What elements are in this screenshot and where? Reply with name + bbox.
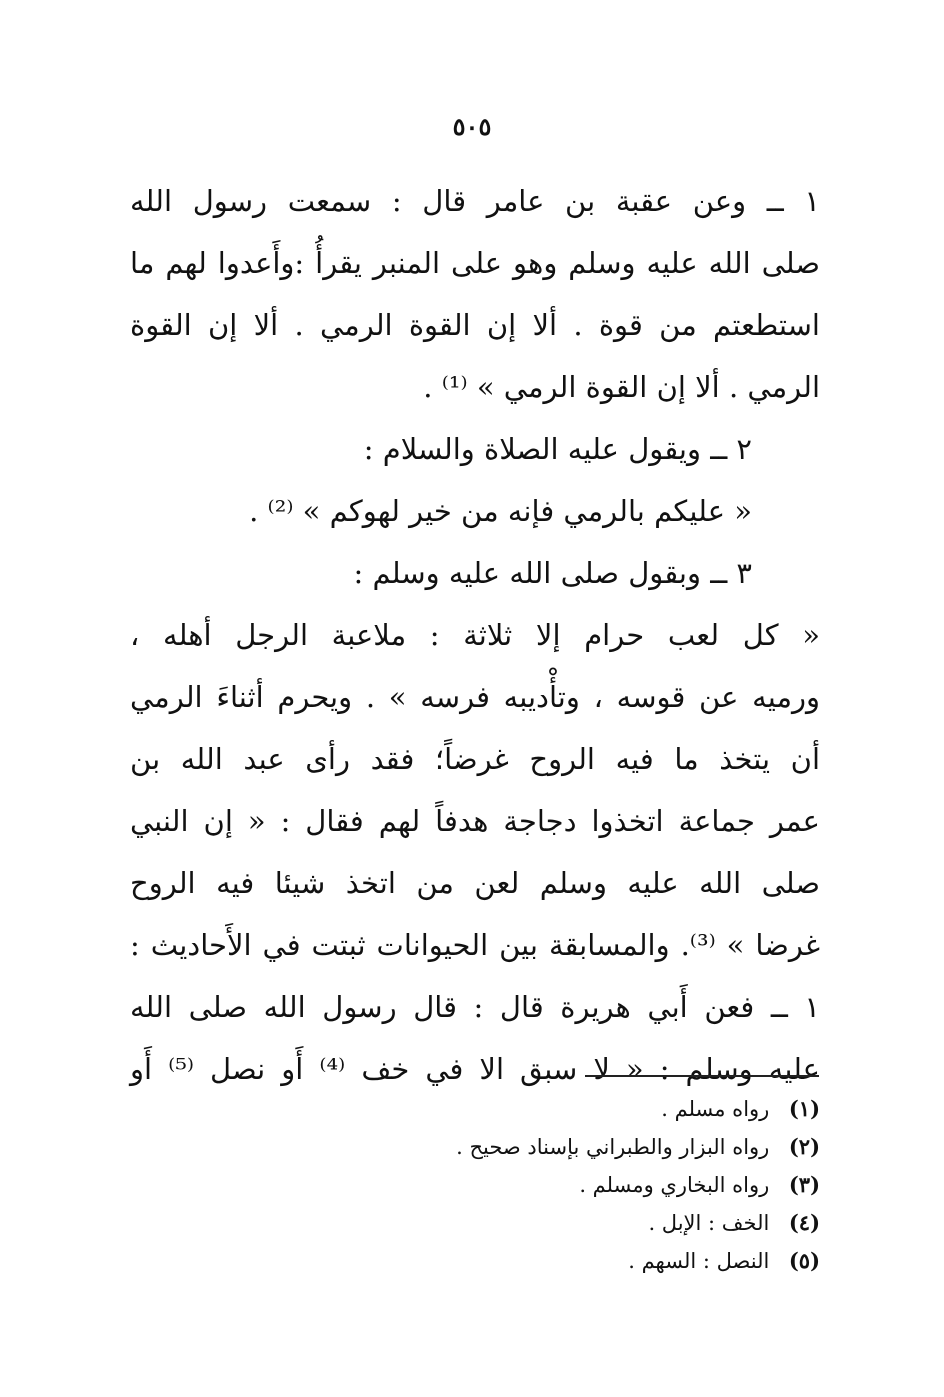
text-line: « كل لعب حرام إلا ثلاثة : ملاعبة الرجل أهله ، bbox=[130, 618, 820, 652]
footnote-divider bbox=[585, 1075, 819, 1077]
text-line: ٣ ــ وبقول صلى الله عليه وسلم : bbox=[353, 556, 752, 590]
text-line: ١ ــ وعن عقبة بن عامر قال : سمعت رسول الله bbox=[130, 184, 820, 218]
text-line: « عليكم بالرمي فإنه من خير لهوكم » ⁽²⁾ . bbox=[249, 494, 752, 528]
text-line: ٢ ــ ويقول عليه الصلاة والسلام : bbox=[363, 432, 752, 466]
footnote-number: (٣) bbox=[788, 1172, 820, 1197]
text-line: عمر جماعة اتخذوا دجاجة هدفاً لهم فقال : « إن النبي bbox=[130, 804, 820, 838]
text-line: ورميه عن قوسه ، وتأْديبه فرسه » . ويحرم أثناءَ الرمي bbox=[130, 680, 820, 714]
footnote-number: (٤) bbox=[788, 1210, 820, 1235]
footnote-text: رواه البخاري ومسلم . bbox=[579, 1173, 770, 1197]
footnote-item bbox=[300, 1128, 820, 1166]
footnote-item bbox=[300, 1242, 820, 1280]
main-text bbox=[130, 170, 820, 1100]
footnote-number: (١) bbox=[788, 1096, 820, 1121]
footnote-item bbox=[300, 1166, 820, 1204]
footnote-text: الخف : الإبل . bbox=[648, 1211, 770, 1235]
text-line: الرمي . ألا إن القوة الرمي » ⁽¹⁾ . bbox=[423, 370, 820, 404]
text-line: استطعتم من قوة . ألا إن القوة الرمي . ألا إن القوة bbox=[130, 308, 820, 342]
footnote-item bbox=[300, 1204, 820, 1242]
footnote-number: (٢) bbox=[788, 1134, 820, 1159]
text-line: غرضا » ⁽³⁾. والمسابقة بين الحيوانات ثبتت في الأَحاديث : bbox=[130, 928, 820, 962]
text-line: ١ ــ فعن أَبي هريرة قال : قال رسول الله صلى الله bbox=[130, 990, 820, 1024]
footnote-text: رواه مسلم . bbox=[661, 1097, 770, 1121]
footnote-number: (٥) bbox=[788, 1248, 820, 1273]
footnotes bbox=[300, 1090, 820, 1280]
footnote-item bbox=[300, 1090, 820, 1128]
text-line: عليه وسلم : « لا سبق الا في خف ⁽⁴⁾ أَو نصل ⁽⁵⁾ أَو bbox=[130, 1052, 820, 1086]
text-line: صلى الله عليه وسلم وهو على المنبر يقرأُ :وأَعدوا لهم ما bbox=[130, 246, 820, 280]
text-line: أن يتخذ ما فيه الروح غرضاً؛ فقد رأى عبد الله بن bbox=[130, 742, 820, 776]
page-number: ٥٠٥ bbox=[452, 112, 492, 141]
text-line: صلى الله عليه وسلم لعن من اتخذ شيئا فيه الروح bbox=[130, 866, 820, 900]
footnote-text: النصل : السهم . bbox=[628, 1249, 770, 1273]
footnote-text: رواه البزار والطبراني بإسناد صحيح . bbox=[456, 1135, 770, 1159]
